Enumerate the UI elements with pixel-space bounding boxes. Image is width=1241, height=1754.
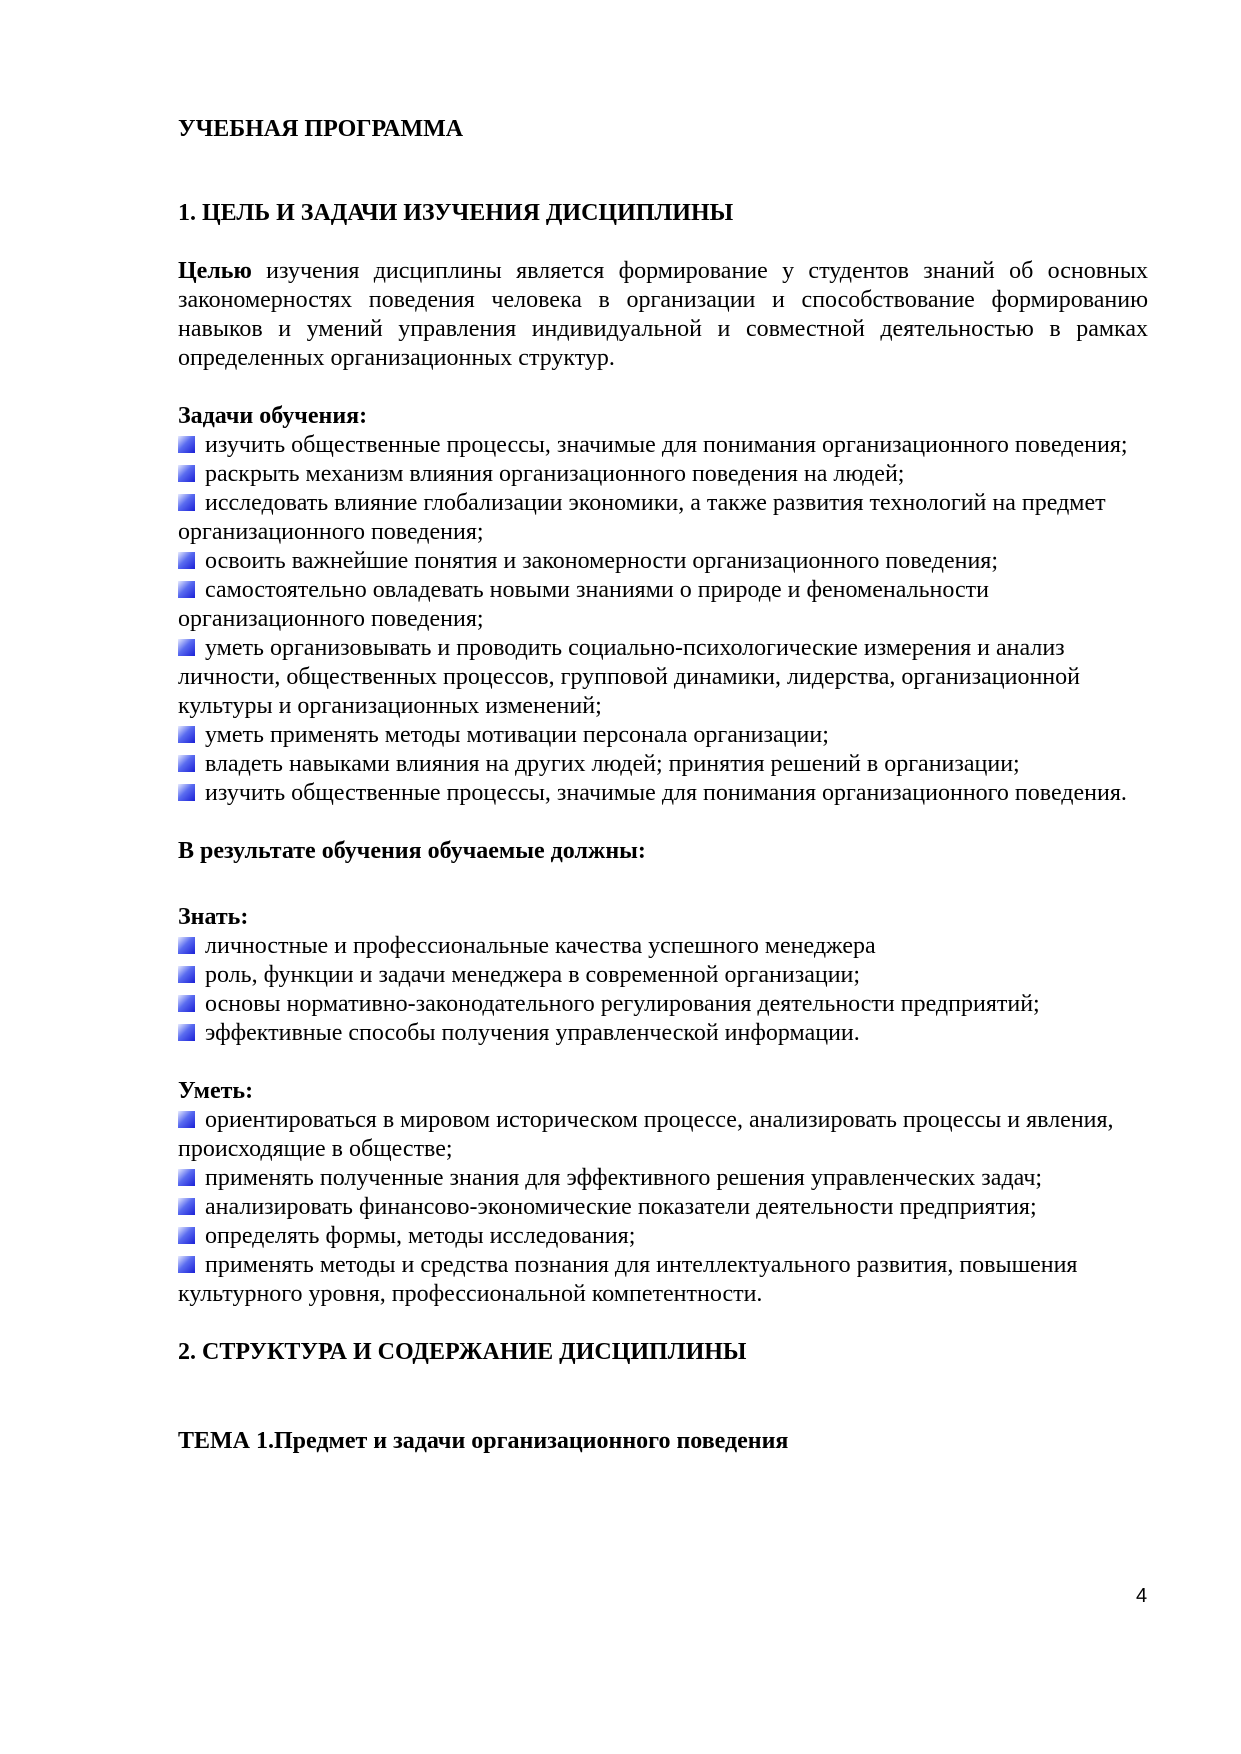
result-heading: В результате обучения обучаемые должны: <box>178 838 646 864</box>
square-bullet-icon <box>178 966 195 983</box>
know-heading: Знать: <box>178 904 249 930</box>
square-bullet-icon <box>178 494 195 511</box>
list-item: исследовать влияние глобализации экономики, а также развития технологий на предмет организационного поведения; <box>178 490 1106 545</box>
square-bullet-icon <box>178 937 195 954</box>
know-list <box>178 932 1148 1048</box>
list-item: анализировать финансово-экономические показатели деятельности предприятия; <box>178 1193 1148 1222</box>
list-item: освоить важнейшие понятия и закономерности организационного поведения; <box>178 547 1148 576</box>
page-content <box>178 115 1148 1456</box>
goal-text: изучения дисциплины является формирование у студентов знаний об основных закономерностях поведения человека в организации и способствование формированию навыков и умений управления индивидуальной и совместной деятельностью в рамках определенных организационных структур. <box>178 258 1148 371</box>
list-item: эффективные способы получения управленческой информации. <box>178 1019 1148 1048</box>
square-bullet-icon <box>178 784 195 801</box>
goal-label: Целью <box>178 258 252 284</box>
list-item: владеть навыками влияния на других людей; принятия решений в организации; <box>178 750 1148 779</box>
square-bullet-icon <box>178 465 195 482</box>
square-bullet-icon <box>178 1169 195 1186</box>
square-bullet-icon <box>178 995 195 1012</box>
square-bullet-icon <box>178 1024 195 1041</box>
square-bullet-icon <box>178 726 195 743</box>
list-item: определять формы, методы исследования; <box>178 1222 1148 1251</box>
square-bullet-icon <box>178 639 195 656</box>
square-bullet-icon <box>178 436 195 453</box>
list-item: раскрыть механизм влияния организационного поведения на людей; <box>178 460 1148 489</box>
page-number: 4 <box>1136 1585 1148 1607</box>
square-bullet-icon <box>178 1227 195 1244</box>
goal-paragraph <box>178 257 1148 373</box>
square-bullet-icon <box>178 581 195 598</box>
tasks-heading: Задачи обучения: <box>178 403 368 429</box>
topic1-heading: ТЕМА 1.Предмет и задачи организационного поведения <box>178 1428 789 1454</box>
list-item: самостоятельно овладевать новыми знаниями о природе и феноменальности организационного поведения; <box>178 577 989 632</box>
square-bullet-icon <box>178 1111 195 1128</box>
square-bullet-icon <box>178 1198 195 1215</box>
list-item: ориентироваться в мировом историческом процессе, анализировать процессы и явления, происходящие в обществе; <box>178 1107 1114 1162</box>
list-item: уметь организовывать и проводить социально-психологические измерения и анализ личности, общественных процессов, групповой динамики, лидерства, организационной культуры и организационных изменений; <box>178 635 1080 719</box>
list-item: применять методы и средства познания для интеллектуального развития, повышения культурного уровня, профессиональной компетентности. <box>178 1252 1078 1307</box>
tasks-list <box>178 431 1148 808</box>
list-item: роль, функции и задачи менеджера в современной организации; <box>178 961 1148 990</box>
square-bullet-icon <box>178 755 195 772</box>
list-item: изучить общественные процессы, значимые для понимания организационного поведения; <box>178 431 1148 460</box>
list-item: основы нормативно-законодательного регулирования деятельности предприятий; <box>178 990 1148 1019</box>
square-bullet-icon <box>178 552 195 569</box>
list-item: личностные и профессиональные качества успешного менеджера <box>178 932 1148 961</box>
square-bullet-icon <box>178 1256 195 1273</box>
able-list <box>178 1106 1148 1309</box>
list-item: уметь применять методы мотивации персонала организации; <box>178 721 1148 750</box>
list-item: изучить общественные процессы, значимые для понимания организационного поведения. <box>178 779 1148 808</box>
section2-heading: 2. СТРУКТУРА И СОДЕРЖАНИЕ ДИСЦИПЛИНЫ <box>178 1339 747 1365</box>
section1-heading: 1. ЦЕЛЬ И ЗАДАЧИ ИЗУЧЕНИЯ ДИСЦИПЛИНЫ <box>178 200 734 226</box>
able-heading: Уметь: <box>178 1078 254 1104</box>
document-title: УЧЕБНАЯ ПРОГРАММА <box>178 116 464 142</box>
list-item: применять полученные знания для эффективного решения управленческих задач; <box>178 1164 1148 1193</box>
